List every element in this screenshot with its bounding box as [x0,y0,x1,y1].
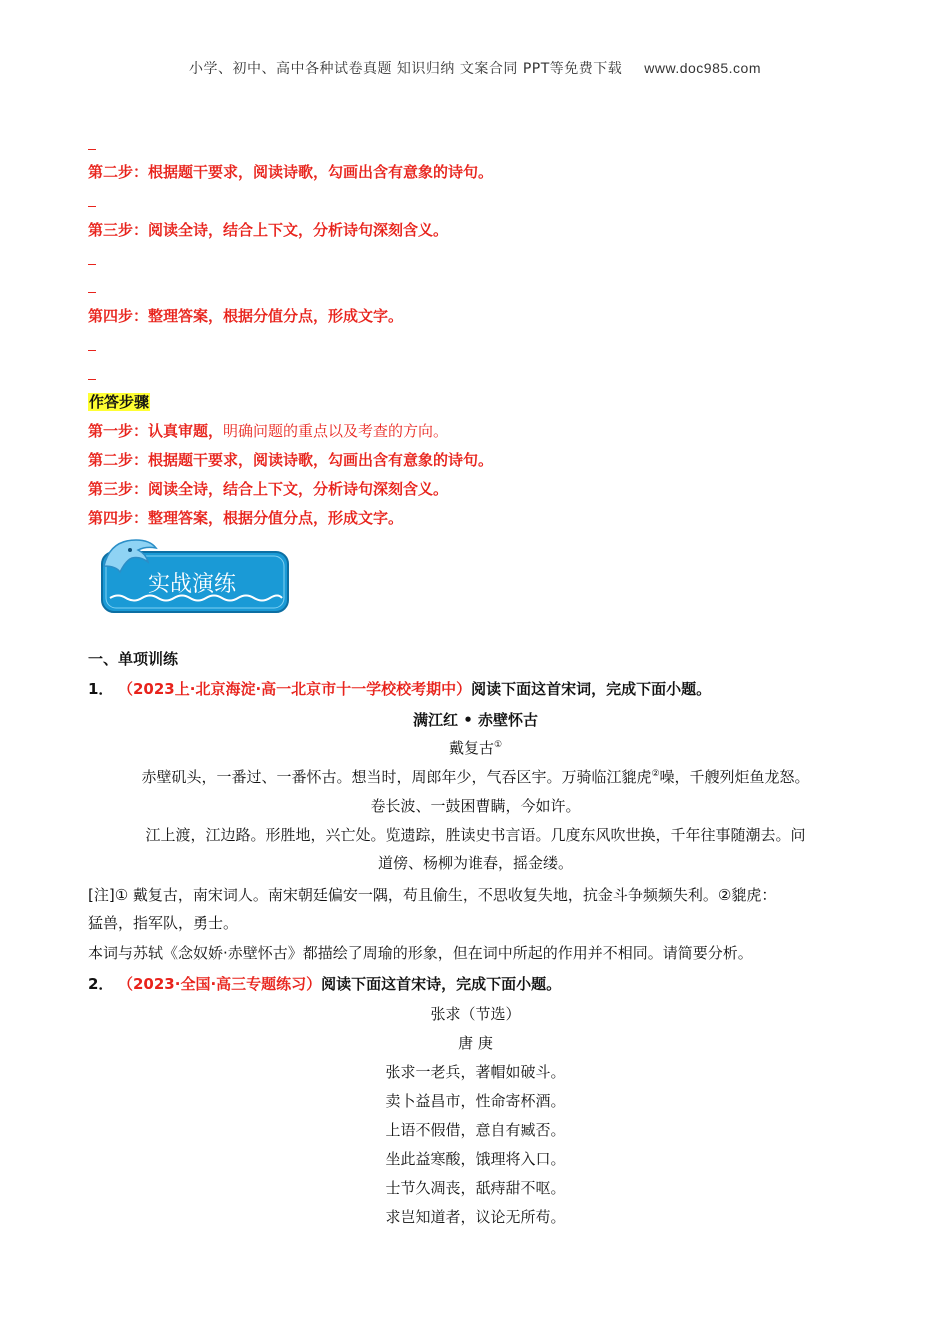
blank-mark [88,379,96,380]
q1-poem-line-2: 卷长波、一鼓困曹瞒，今如许。 [370,797,581,815]
q2-poem-line: 求岂知道者，议论无所苟。 [385,1208,566,1226]
q1-poem-line-1: 赤壁矶头，一番过、一番怀古。想当时，周郎年少，气吞区宇。万骑临江貔虎②噪，千艘列炬鱼龙怒。 [141,768,810,786]
blank-mark [88,350,96,351]
q1-poem-line-3: 江上渡，江边路。形胜地，兴亡处。览遗踪，胜读史书言语。几度东风吹世换，千年往事随潮去。问 [145,826,806,844]
header-text: 小学、初中、高中各种试卷真题 知识归纳 文案合同 PPT等免费下载 [188,61,623,77]
answer-step-4: 第四步：整理答案，根据分值分点，形成文字。 [88,509,404,527]
blank-mark [88,206,96,207]
q1-question: 本词与苏轼《念奴娇·赤壁怀古》都描绘了周瑜的形象，但在词中所起的作用并不相同。请简要分析。 [88,944,753,962]
top-step-4: 第四步：整理答案，根据分值分点，形成文字。 [88,307,404,325]
q2-author: 唐 庚 [458,1034,493,1052]
blank-mark [88,264,96,265]
badge-label: 实战演练 [148,572,237,597]
q2-poem-title: 张求（节选） [430,1005,521,1023]
q2-poem-line: 张求一老兵，著帽如破斗。 [385,1063,566,1081]
q2-poem-line: 坐此益寒酸，饿理将入口。 [385,1150,566,1168]
practice-badge [96,536,292,616]
question-1-header: 1． （2023上·北京海淀·高一北京市十一学校校考期中）阅读下面这首宋词，完成下面小题。 [88,680,712,698]
top-step-3: 第三步：阅读全诗，结合上下文，分析诗句深刻含义。 [88,221,449,239]
top-step-2: 第二步：根据题干要求，阅读诗歌，勾画出含有意象的诗句。 [88,163,494,181]
blank-mark [88,149,96,150]
blank-mark [88,292,96,293]
dolphin-icon [96,536,292,616]
answer-step-2: 第二步：根据题干要求，阅读诗歌，勾画出含有意象的诗句。 [88,451,494,469]
q2-poem-line: 卖卜益昌市，性命寄杯酒。 [385,1092,566,1110]
q1-author: 戴复古① [448,739,503,757]
q1-poem-line-4: 道傍、杨柳为谁春，摇金缕。 [377,854,573,872]
answer-steps-title: 作答步骤 [89,393,150,411]
q2-poem-line: 上语不假借，意自有臧否。 [385,1121,566,1139]
q1-note-2: 猛兽，指军队，勇士。 [88,914,239,932]
header-site[interactable]: www.doc985.com [644,60,761,76]
q1-poem-title: 满江红 • 赤壁怀古 [412,711,539,729]
question-2-header: 2． （2023·全国·高三专题练习）阅读下面这首宋诗，完成下面小题。 [88,975,562,993]
q1-note-1: [注]① 戴复古，南宋词人。南宋朝廷偏安一隅，苟且偷生，不思收复失地，抗金斗争频频失利。②貔虎： [88,886,777,904]
q2-poem-line: 士节久凋丧，舐痔甜不呕。 [385,1179,566,1197]
page-header [0,58,950,78]
section-title: 一、单项训练 [88,650,179,668]
answer-step-1: 第一步：认真审题，明确问题的重点以及考查的方向。 [88,422,449,440]
answer-step-3: 第三步：阅读全诗，结合上下文，分析诗句深刻含义。 [88,480,449,498]
